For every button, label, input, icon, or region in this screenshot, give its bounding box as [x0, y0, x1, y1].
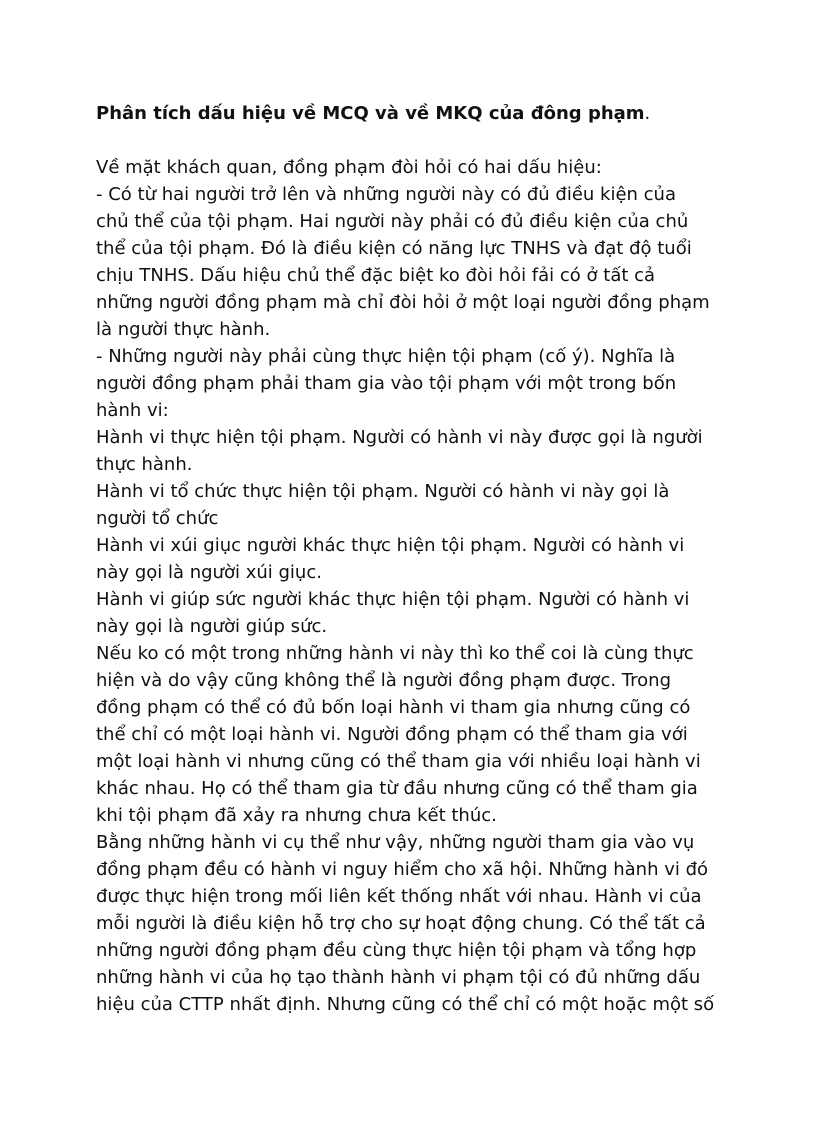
text-line: thể chỉ có một loại hành vi. Người đồng phạm có thể tham gia với — [96, 724, 688, 745]
text-line: hiện và do vậy cũng không thể là người đồng phạm được. Trong — [96, 670, 671, 691]
text-line: này gọi là người giúp sức. — [96, 616, 328, 637]
text-line: hành vi: — [96, 400, 169, 421]
text-line: Hành vi thực hiện tội phạm. Người có hành vi này được gọi là người — [96, 427, 703, 448]
text-line: Hành vi xúi giục người khác thực hiện tội phạm. Người có hành vi — [96, 535, 685, 556]
text-line: - Những người này phải cùng thực hiện tội phạm (cố ý). Nghĩa là — [96, 346, 676, 367]
text-line: một loại hành vi nhưng cũng có thể tham gia với nhiều loại hành vi — [96, 751, 701, 772]
document-paragraph — [96, 154, 736, 1018]
document-body — [96, 100, 736, 1018]
text-line: người đồng phạm phải tham gia vào tội phạm với một trong bốn — [96, 373, 677, 394]
text-line: chịu TNHS. Dấu hiệu chủ thể đặc biệt ko đòi hỏi fải có ở tất cả — [96, 265, 656, 286]
document-title-period: . — [644, 103, 651, 124]
text-line: những người đồng phạm đều cùng thực hiện tội phạm và tổng hợp — [96, 940, 697, 961]
text-line: đồng phạm có thể có đủ bốn loại hành vi tham gia nhưng cũng có — [96, 697, 691, 718]
text-line: - Có từ hai người trở lên và những người này có đủ điều kiện của — [96, 184, 676, 205]
text-line: những hành vi của họ tạo thành hành vi phạm tội có đủ những dấu — [96, 967, 701, 988]
text-line: những người đồng phạm mà chỉ đòi hỏi ở một loại người đồng phạm — [96, 292, 710, 313]
blank-line — [96, 127, 736, 154]
text-line: Bằng những hành vi cụ thể như vậy, những người tham gia vào vụ — [96, 832, 695, 853]
text-line: là người thực hành. — [96, 319, 271, 340]
text-line: Hành vi giúp sức người khác thực hiện tội phạm. Người có hành vi — [96, 589, 690, 610]
text-line: khi tội phạm đã xảy ra nhưng chưa kết thúc. — [96, 805, 497, 826]
text-line: thể của tội phạm. Đó là điều kiện có năng lực TNHS và đạt độ tuổi — [96, 238, 692, 259]
text-line: Hành vi tổ chức thực hiện tội phạm. Người có hành vi này gọi là — [96, 481, 670, 502]
text-line: thực hành. — [96, 454, 193, 475]
text-line: chủ thể của tội phạm. Hai người này phải có đủ điều kiện của chủ — [96, 211, 689, 232]
text-line: Nếu ko có một trong những hành vi này thì ko thể coi là cùng thực — [96, 643, 694, 664]
text-line: Về mặt khách quan, đồng phạm đòi hỏi có hai dấu hiệu: — [96, 157, 602, 178]
document-title-text: Phân tích dấu hiệu về MCQ và về MKQ của đông phạm — [96, 103, 645, 124]
text-line: người tổ chức — [96, 508, 219, 529]
text-line: mỗi người là điều kiện hỗ trợ cho sự hoạt động chung. Có thể tất cả — [96, 913, 706, 934]
text-line: được thực hiện trong mối liên kết thống nhất với nhau. Hành vi của — [96, 886, 702, 907]
text-line: này gọi là người xúi giục. — [96, 562, 322, 583]
text-line: khác nhau. Họ có thể tham gia từ đầu nhưng cũng có thể tham gia — [96, 778, 698, 799]
text-line: đồng phạm đều có hành vi nguy hiểm cho xã hội. Những hành vi đó — [96, 859, 709, 880]
text-line: hiệu của CTTP nhất định. Nhưng cũng có thể chỉ có một hoặc một số — [96, 994, 715, 1015]
document-title — [96, 100, 736, 127]
